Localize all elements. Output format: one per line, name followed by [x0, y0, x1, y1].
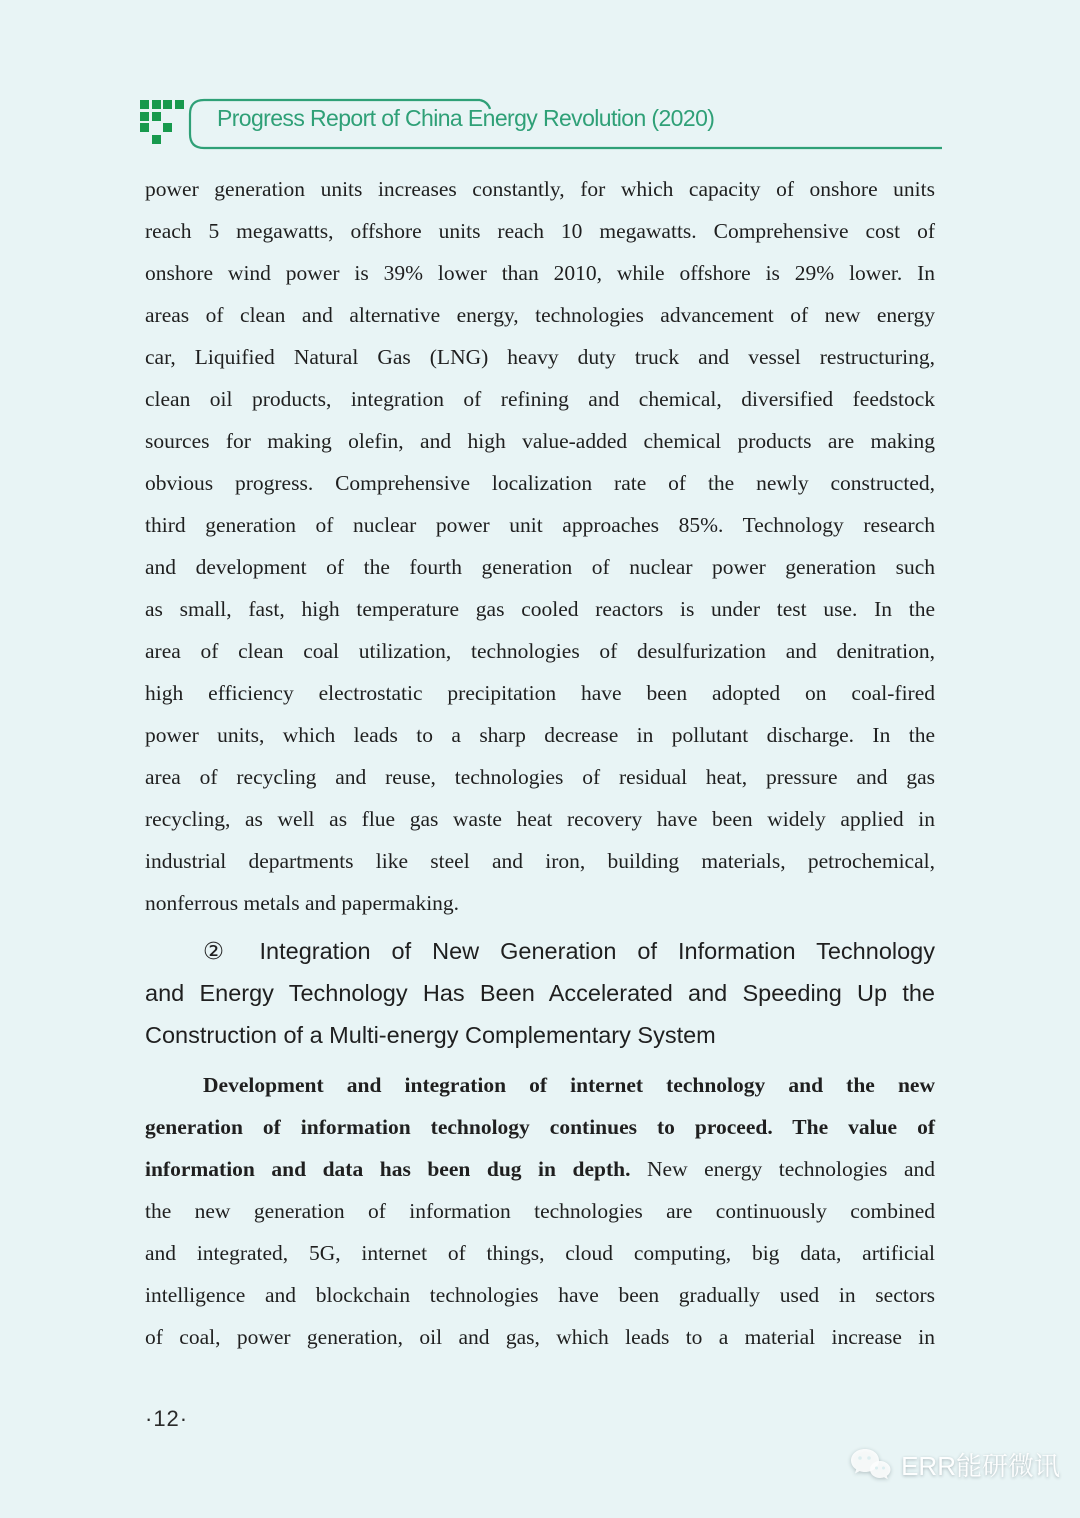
text-line: generation of information technology continues to proceed. The value of: [145, 1115, 935, 1139]
wechat-icon: [849, 1447, 891, 1483]
text-line: Development and integration of internet technology and the new: [203, 1073, 935, 1097]
text-line: high efficiency electrostatic precipitation have been adopted on coal-fired: [145, 681, 935, 705]
subsection-heading: [145, 930, 935, 1056]
text-line: and Energy Technology Has Been Accelerated and Speeding Up the: [145, 980, 935, 1006]
text-line: power units, which leads to a sharp decrease in pollutant discharge. In the: [145, 723, 935, 747]
text-line: intelligence and blockchain technologies have been gradually used in sectors: [145, 1283, 935, 1307]
text-line: industrial departments like steel and iron, building materials, petrochemical,: [145, 849, 935, 873]
text-line: of coal, power generation, oil and gas, which leads to a material increase in: [145, 1325, 935, 1349]
text-line: car, Liquified Natural Gas (LNG) heavy duty truck and vessel restructuring,: [145, 345, 935, 369]
paragraph-1: [145, 168, 935, 924]
text-line: area of recycling and reuse, technologies of residual heat, pressure and gas: [145, 765, 935, 789]
paragraph-2: [145, 1064, 935, 1358]
text-line: areas of clean and alternative energy, technologies advancement of new energy: [145, 303, 935, 327]
text-line: as small, fast, high temperature gas cooled reactors is under test use. In the: [145, 597, 935, 621]
text-line: information and data has been dug in depth. New energy technologies and: [145, 1157, 935, 1181]
text-line: power generation units increases constantly, for which capacity of onshore units: [145, 177, 935, 201]
text-line: recycling, as well as flue gas waste heat recovery have been widely applied in: [145, 807, 935, 831]
text-line: Construction of a Multi-energy Complementary System: [145, 1022, 716, 1048]
text-line: nonferrous metals and papermaking.: [145, 891, 460, 915]
text-line: area of clean coal utilization, technologies of desulfurization and denitration,: [145, 639, 935, 663]
text-line: onshore wind power is 39% lower than 2010, while offshore is 29% lower. In: [145, 261, 935, 285]
body-text: [145, 168, 935, 1358]
text-line: clean oil products, integration of refining and chemical, diversified feedstock: [145, 387, 935, 411]
text-line: ② Integration of New Generation of Information Technology: [203, 938, 935, 964]
watermark-text: ERR能研微讯: [901, 1451, 1060, 1481]
text-line: sources for making olefin, and high value-added chemical products are making: [145, 429, 935, 453]
page-number: ·12·: [145, 1406, 189, 1431]
text-line: and development of the fourth generation of nuclear power generation such: [145, 555, 935, 579]
text-line: obvious progress. Comprehensive localization rate of the newly constructed,: [145, 471, 935, 495]
text-line: reach 5 megawatts, offshore units reach 10 megawatts. Comprehensive cost of: [145, 219, 935, 243]
watermark: [849, 1446, 1060, 1483]
report-title: Progress Report of China Energy Revolution (2020): [217, 105, 715, 131]
report-logo-icon: [140, 100, 186, 146]
text-line: third generation of nuclear power unit approaches 85%. Technology research: [145, 513, 935, 537]
text-line: the new generation of information technologies are continuously combined: [145, 1199, 935, 1223]
text-line: and integrated, 5G, internet of things, cloud computing, big data, artificial: [145, 1241, 935, 1265]
